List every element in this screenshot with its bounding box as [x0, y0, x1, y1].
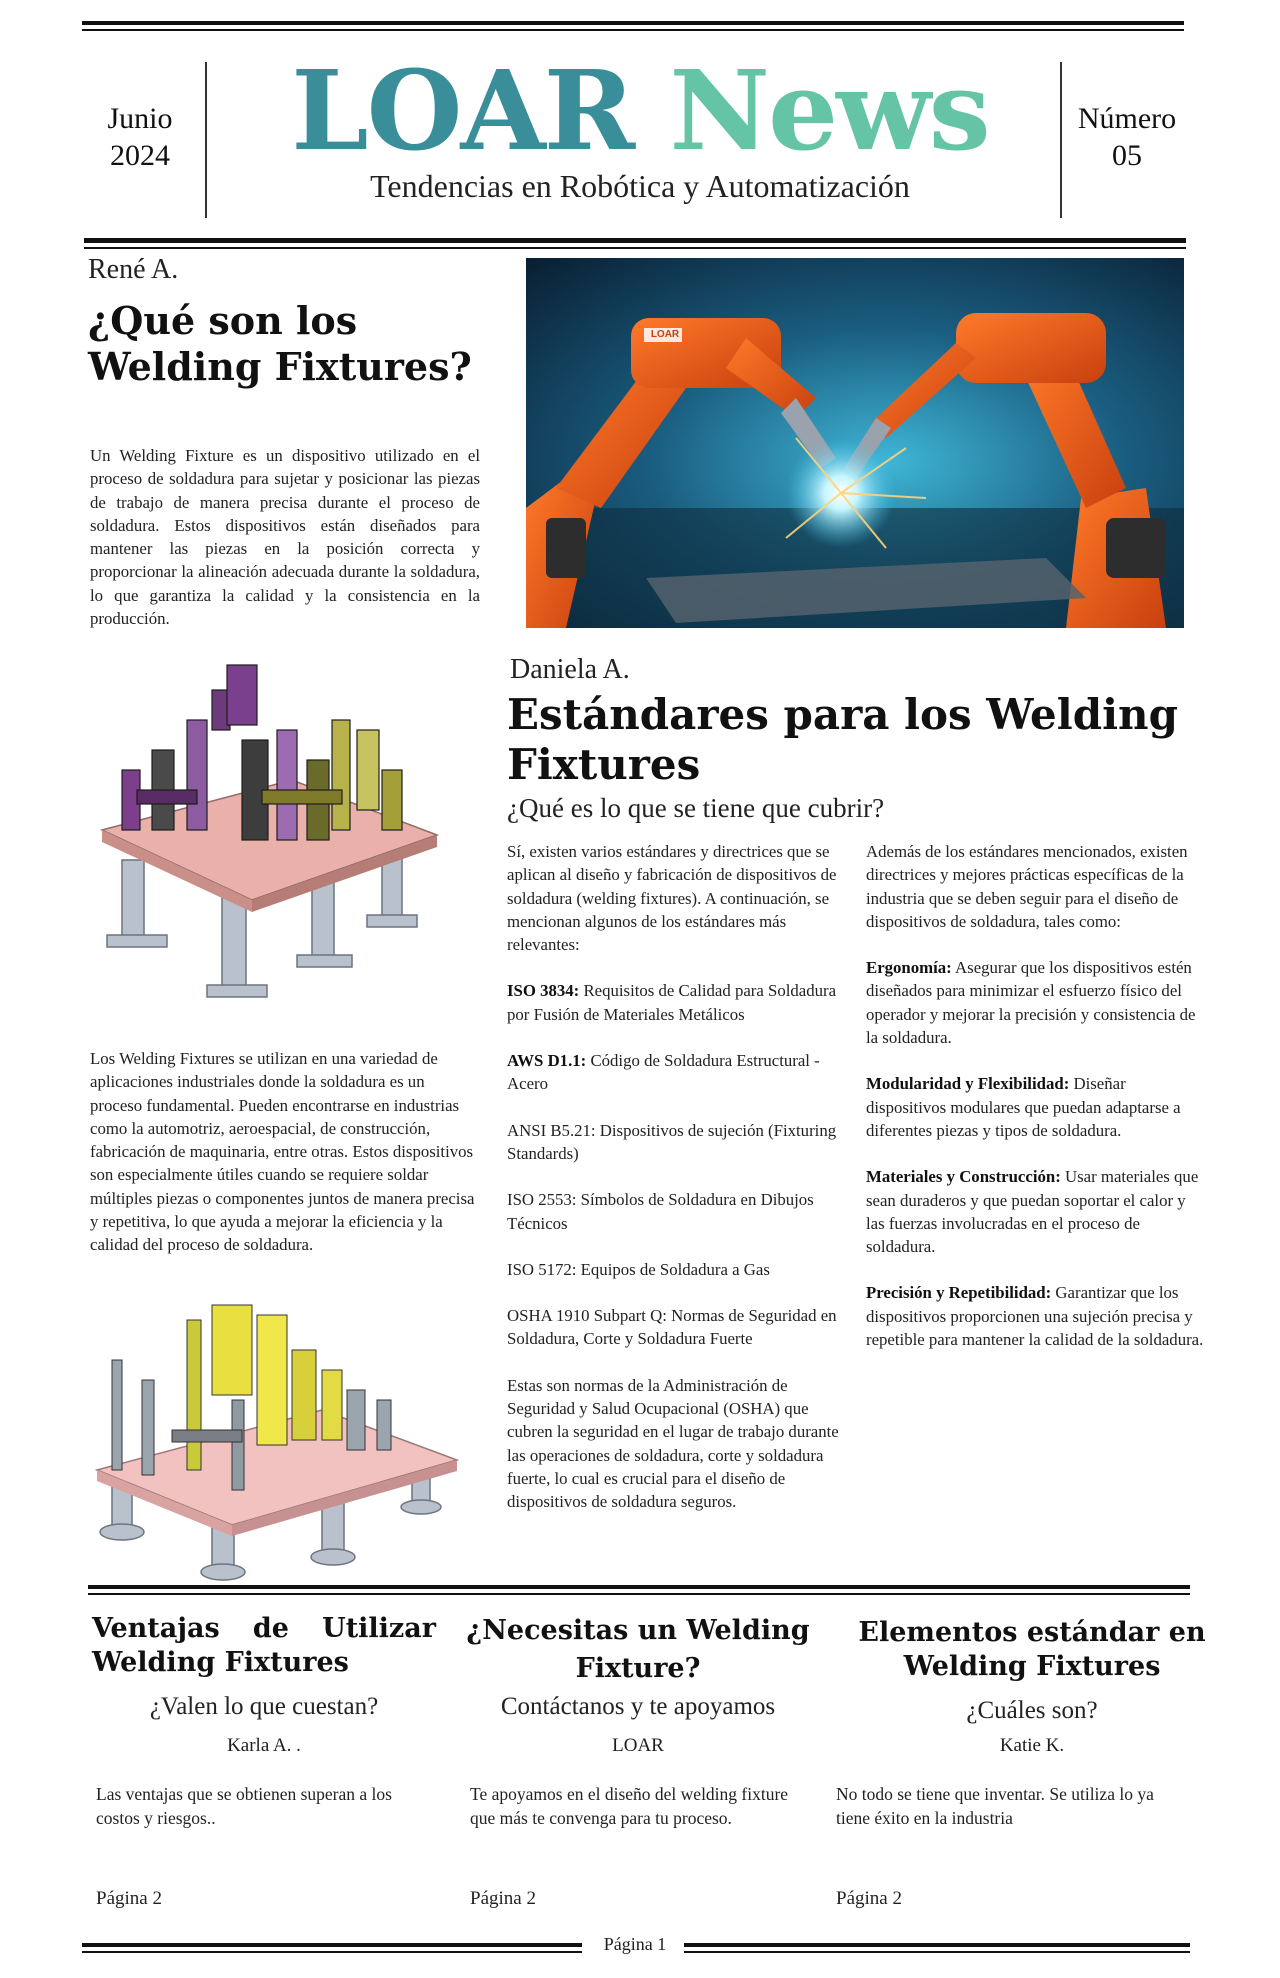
box1-title-line2: Welding Fixtures	[92, 1647, 349, 1678]
guideline-modularidad-text: Diseñar dispositivos modulares que puedan adaptarse a diferentes piezas y tipos de soldadura.	[866, 1074, 1181, 1140]
box2-title	[458, 1612, 818, 1688]
box2-text: Te apoyamos en el diseño del welding fixture que más te convenga para tu proceso.	[470, 1784, 789, 1828]
article1-author: René A.	[88, 254, 179, 285]
article2-column1	[507, 840, 852, 1537]
standard-osha-note: Estas son normas de la Administración de Seguridad y Salud Ocupacional (OSHA) que cubren la seguridad en el lugar de trabajo durante las operaciones de soldadura, corte y soldadura fuerte, lo cual es crucial para el diseño de dispositivos de soldadura seguros.	[507, 1375, 839, 1512]
robot-logo-text: LOAR	[650, 329, 680, 340]
footer-rule-right-thin	[684, 1951, 1190, 1953]
footer-rule-left-thick	[82, 1943, 582, 1947]
article2-author: Daniela A.	[510, 654, 630, 685]
standard-iso-5172: ISO 5172: Equipos de Soldadura a Gas	[507, 1259, 770, 1279]
issue-number-label: Número	[1077, 102, 1177, 135]
guideline-materiales-label: Materiales y Construcción:	[866, 1167, 1061, 1187]
issue-number: 05	[1112, 139, 1142, 172]
issue-year: 2024	[110, 139, 170, 172]
welding-robots-photo	[526, 258, 1184, 628]
welding-fixture-cad-render-yellow	[92, 1300, 462, 1590]
box1-author: Karla A. .	[227, 1735, 301, 1756]
masthead-title	[210, 46, 1070, 175]
guideline-materiales	[866, 1165, 1204, 1258]
guideline-precision	[866, 1281, 1204, 1351]
issue-month: Junio	[107, 102, 173, 135]
standard-aws-d11	[507, 1049, 852, 1096]
standard-iso-2553: ISO 2553: Símbolos de Soldadura en Dibujos Técnicos	[507, 1190, 814, 1233]
box3-text: No todo se tiene que inventar. Se utiliza lo ya tiene éxito en la industria	[836, 1784, 1154, 1828]
masthead-title-loar: LOAR	[291, 46, 634, 175]
box1-page-link[interactable]: Página 2	[96, 1888, 162, 1909]
article1-paragraph2: Los Welding Fixtures se utilizan en una variedad de aplicaciones industriales donde la soldadura es un proceso fundamental. Pueden encontrarse en industrias como la automotriz, aeroespacial, de construcción, fabricación de maquinaria, entre otras. Estos dispositivos son especialmente útiles cuando se requiere soldar múltiples piezas o componentes juntos de manera precisa y repetitiva, lo que ayuda a mejorar la eficiencia y la calidad del proceso de soldadura.	[90, 1049, 475, 1255]
masthead-rule-thick	[84, 238, 1186, 243]
footer-rule-right-thick	[684, 1943, 1190, 1947]
bottom-rule-thick	[88, 1585, 1190, 1589]
box3-title-line2: Welding Fixtures	[903, 1651, 1161, 1682]
top-rule-thick	[82, 21, 1184, 25]
standard-iso-3834	[507, 979, 852, 1026]
issue-number-block	[1062, 100, 1192, 174]
top-rule-thin	[82, 29, 1184, 31]
footer-page-number: Página 1	[603, 1934, 667, 1954]
box1-title-line1: Ventajas de Utilizar	[92, 1613, 436, 1644]
article1-title	[88, 298, 508, 390]
box3-title	[842, 1616, 1222, 1684]
box2-subtitle: Contáctanos y te apoyamos	[500, 1693, 776, 1720]
guideline-modularidad-label: Modularidad y Flexibilidad:	[866, 1074, 1070, 1094]
article1-paragraph1: Un Welding Fixture es un dispositivo utilizado en el proceso de soldadura para sujetar y posicionar las piezas de trabajo de manera precisa durante el proceso de soldadura. Estos dispositivos están diseñados para mantener las piezas en la posición correcta y proporcionar la alineación adecuada durante la soldadura, lo que garantiza la calidad y la consistencia en la producción.	[90, 446, 480, 629]
standard-aws-d11-text: Código de Soldadura Estructural - Acero	[507, 1051, 820, 1094]
standard-iso-3834-text: Requisitos de Calidad para Soldadura por Fusión de Materiales Metálicos	[507, 981, 837, 1024]
box3-author: Katie K.	[999, 1735, 1065, 1756]
guidelines-intro: Además de los estándares mencionados, existen directrices y mejores prácticas específicas de la industria que se deben seguir para el diseño de dispositivos de soldadura, tales como:	[866, 842, 1188, 931]
article1-title-line1: ¿Qué son los	[88, 298, 358, 343]
box1-text: Las ventajas que se obtienen superan a los costos y riesgos..	[96, 1784, 392, 1828]
bottom-rule-thin	[88, 1593, 1190, 1595]
article2-title	[507, 690, 1197, 790]
guideline-precision-label: Precisión y Repetibilidad:	[866, 1283, 1052, 1303]
guideline-ergonomia-text: Asegurar que los dispositivos estén diseñados para minimizar el esfuerzo físico del operador y mejorar la precisión y consistencia de la soldadura.	[866, 958, 1196, 1048]
masthead-rule-thin	[84, 247, 1186, 249]
article2-subtitle: ¿Qué es lo que se tiene que cubrir?	[507, 793, 885, 823]
box3-page-link[interactable]: Página 2	[836, 1888, 902, 1909]
standard-osha-1910: OSHA 1910 Subpart Q: Normas de Seguridad en Soldadura, Corte y Soldadura Fuerte	[507, 1306, 837, 1349]
issue-date	[80, 100, 200, 174]
box2-title-line1: ¿Necesitas un Welding	[466, 1615, 810, 1646]
welding-fixture-cad-render	[92, 660, 442, 1020]
footer-rule-left-thin	[82, 1951, 582, 1953]
box1-subtitle: ¿Valen lo que cuestan?	[149, 1693, 379, 1720]
standard-iso-3834-label: ISO 3834:	[507, 981, 580, 1001]
guideline-precision-text: Garantizar que los dispositivos proporcionen una sujeción precisa y repetible para mantener la calidad de la soldadura.	[866, 1283, 1204, 1350]
guideline-materiales-text: Usar materiales que sean duraderos y que puedan soportar el calor y las fuerzas involucradas en el proceso de soldadura.	[866, 1167, 1199, 1257]
masthead-divider-left	[205, 62, 207, 218]
guideline-ergonomia-label: Ergonomía:	[866, 958, 952, 978]
standards-intro: Sí, existen varios estándares y directrices que se aplican al diseño y fabricación de dispositivos de soldadura (welding fixtures). A continuación, se mencionan algunos de los estándares más relevantes:	[507, 842, 837, 955]
article2-column2	[866, 840, 1204, 1374]
article2-title-line2: Fixtures	[507, 740, 701, 789]
masthead-tagline: Tendencias en Robótica y Automatización	[370, 168, 910, 204]
box3-title-line1: Elementos estándar en	[858, 1617, 1206, 1648]
masthead-title-news: News	[669, 46, 989, 175]
guideline-ergonomia	[866, 956, 1204, 1049]
article2-title-line1: Estándares para los Welding	[507, 690, 1178, 739]
box2-page-link[interactable]: Página 2	[470, 1888, 536, 1909]
guideline-modularidad	[866, 1072, 1204, 1142]
standard-aws-d11-label: AWS D1.1:	[507, 1051, 587, 1071]
box2-title-line2: Fixture?	[575, 1653, 701, 1684]
standard-ansi-b521: ANSI B5.21: Dispositivos de sujeción (Fixturing Standards)	[507, 1120, 837, 1163]
box2-author: LOAR	[612, 1735, 664, 1756]
box3-subtitle: ¿Cuáles son?	[966, 1697, 1098, 1724]
box1-title	[92, 1612, 436, 1680]
article1-title-line2: Welding Fixtures?	[88, 344, 472, 389]
